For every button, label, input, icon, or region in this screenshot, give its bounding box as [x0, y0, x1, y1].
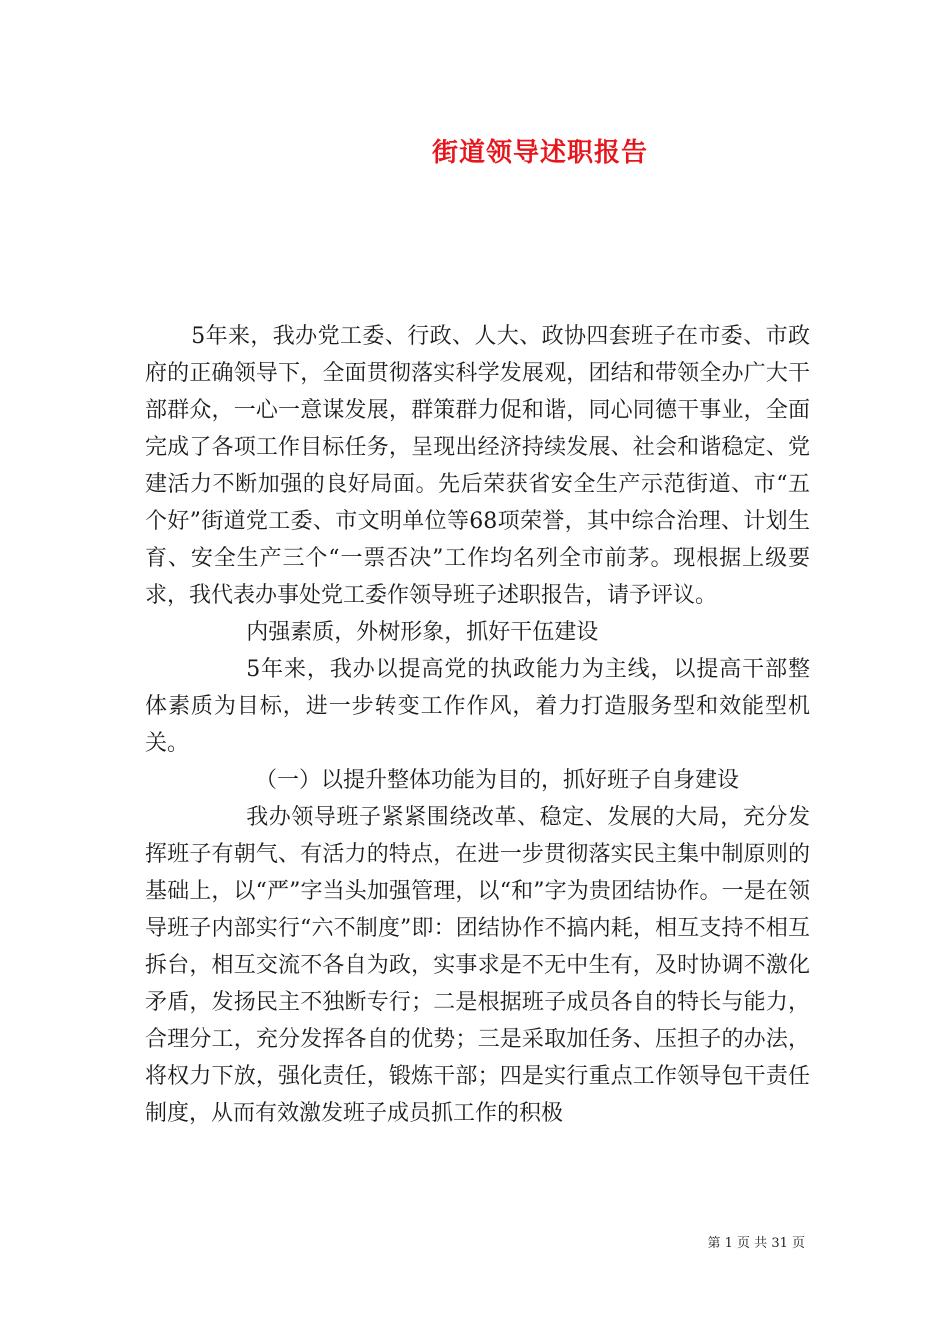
paragraph-section-intro: 5年来，我办以提高党的执政能力为主线，以提高干部整体素质为目标，进一步转变工作作风，着力打造服务型和效能型机关。	[145, 657, 810, 756]
document-body	[145, 318, 810, 1132]
paragraph-leadership: 我办领导班子紧紧围绕改革、稳定、发展的大局，充分发挥班子有朝气、有活力的特点，在进一步贯彻落实民主集中制原则的基础上，以“严”字当头加强管理，以“和”字为贵团结协作。一是在领导班子内部实行“六不制度”即：团结协作不搞内耗，相互支持不相互拆台，相互交流不各自为政，实事求是不无中生有，及时协调不激化矛盾，发扬民主不独断专行；二是根据班子成员各自的特长与能力，合理分工，充分发挥各自的优势；三是采取加任务、压担子的办法，将权力下放，强化责任，锻炼干部；四是实行重点工作领导包干责任制度，从而有效激发班子成员抓工作的积极	[145, 805, 810, 1126]
document-title: 街道领导述职报告	[431, 138, 648, 168]
paragraph-intro: 5年来，我办党工委、行政、人大、政协四套班子在市委、市政府的正确领导下，全面贯彻落实科学发展观，团结和带领全办广大干部群众，一心一意谋发展，群策群力促和谐，同心同德干事业，全面完成了各项工作目标任务，呈现出经济持续发展、社会和谐稳定、党建活力不断加强的良好局面。先后荣获省安全生产示范街道、市“五个好”街道党工委、市文明单位等68项荣誉，其中综合治理、计划生育、安全生产三个“一票否决”工作均名列全市前茅。现根据上级要求，我代表办事处党工委作领导班子述职报告，请予评议。	[145, 324, 810, 608]
subsection-heading: （一）以提升整体功能为目的，抓好班子自身建设	[255, 768, 740, 793]
section-heading: 内强素质，外树形象，抓好干伍建设	[246, 620, 599, 645]
page-number: 第 1 页 共 31 页	[707, 1236, 805, 1251]
